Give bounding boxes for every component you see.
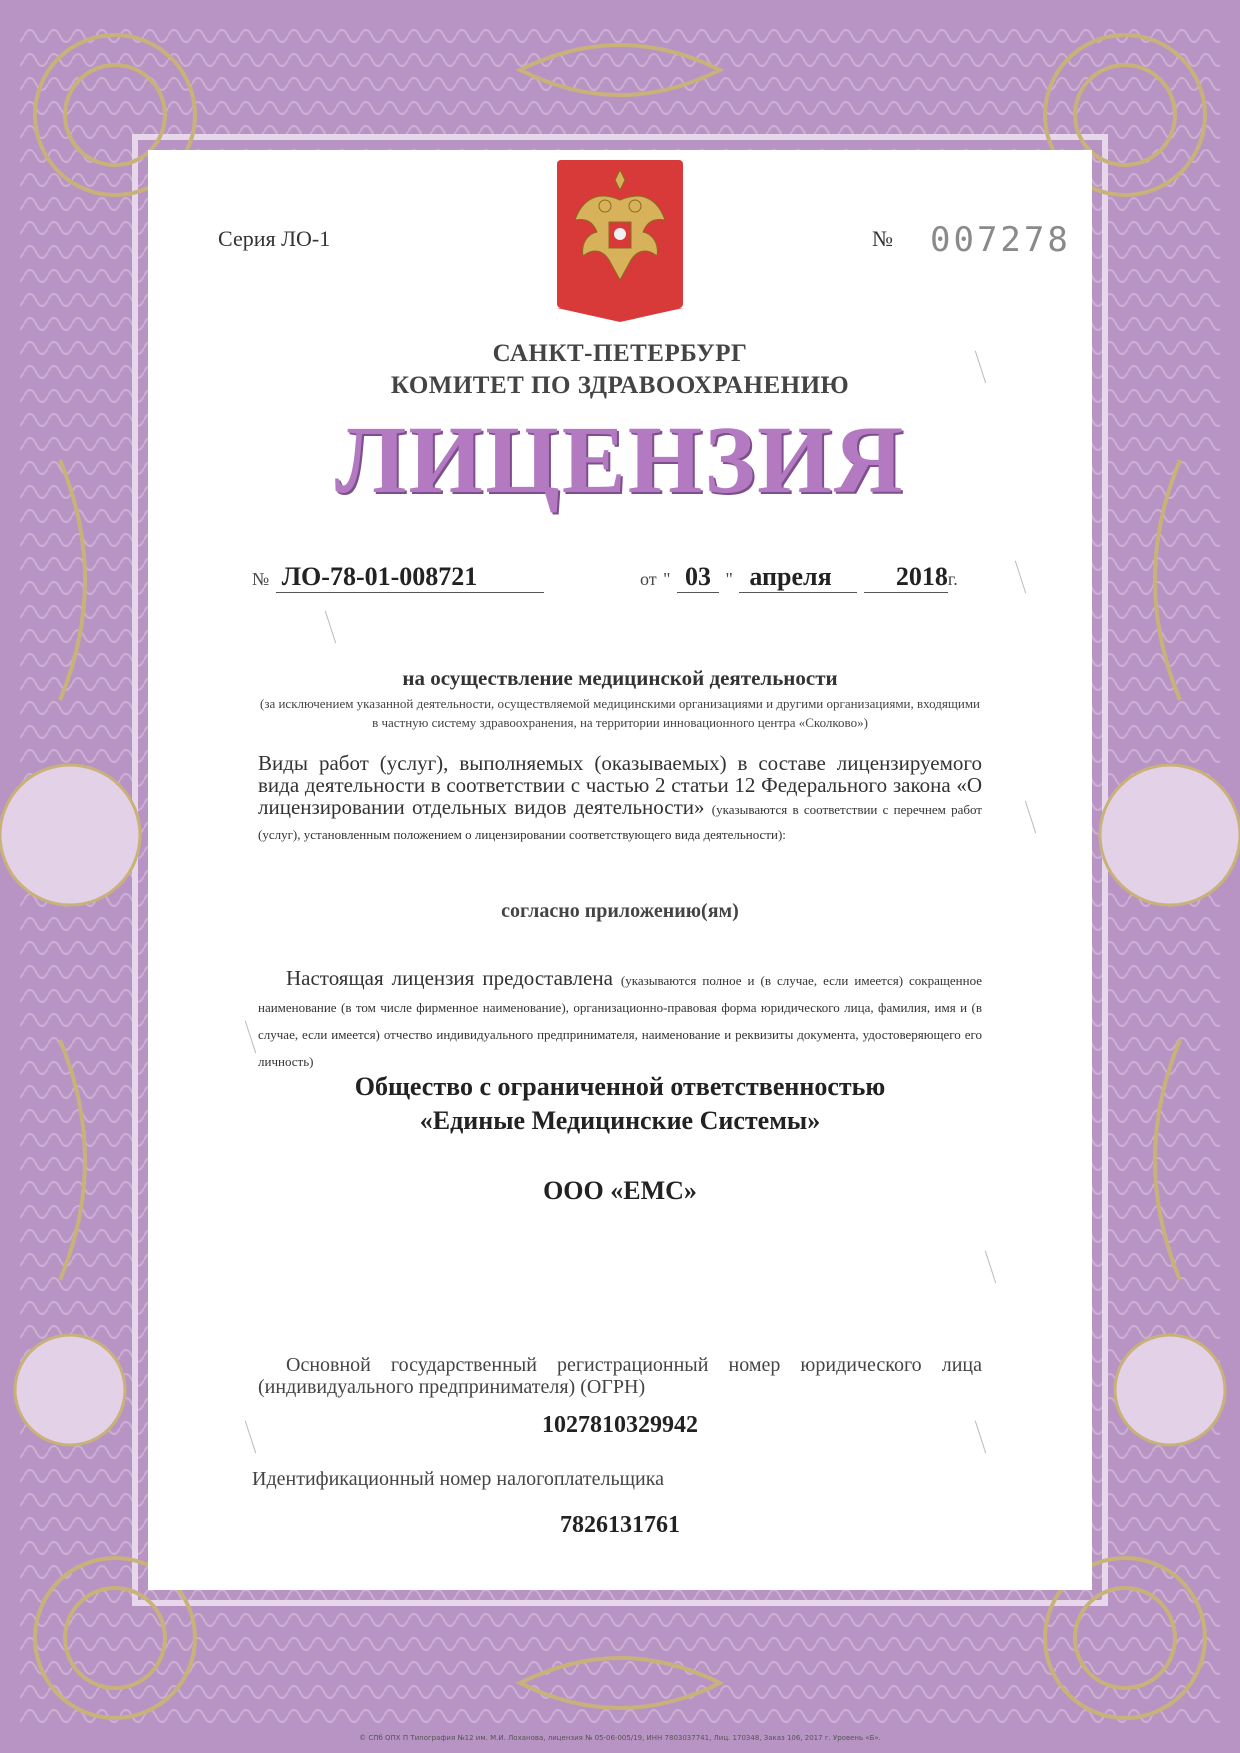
activity-title: на осуществление медицинской деятельности [402,666,838,690]
date-quote-open: " [663,569,671,589]
date-from-label: от [640,569,657,589]
blank-number-label: № [872,226,893,251]
license-number-row [252,562,544,593]
works-text: Виды работ (услуг), выполняемых (оказываемых) в составе лицензируемого вида деятельности в соответствии с частью 2 статьи 12 Федерального закона «О лицензировании отдельных видов деятельности» [258,751,982,819]
document-title: ЛИЦЕНЗИЯ [334,406,906,513]
printer-footer: © СПб ОПХ П Типография №12 им. М.И. Лоханова, лицензия № 05-06-005/19, ИНН 7803037741, Лиц. 170348, Заказ 106, 2017 г. Уровень «Б». [359,1734,881,1742]
activity-note: (за исключением указанной деятельности, осуществляемой медицинскими организациями и другими организациями, входящими в частную систему здравоохранения, на территории инновационного центра «Сколково») [259,696,981,730]
inn-value: 7826131761 [560,1512,680,1538]
works-note: (указываются в соответствии с перечнем работ (услуг), установленным положением о лицензировании соответствующего вида деятельности): [258,802,982,842]
blank-number: 007278 [930,220,1071,260]
authority-city: САНКТ-ПЕТЕРБУРГ [492,340,748,367]
organization-short-name: ООО «ЕМС» [543,1176,697,1205]
license-year: 2018 [864,562,948,593]
series-label: Серия ЛО-1 [218,226,331,251]
works-paragraph [258,752,982,846]
date-quote-close: " [725,569,733,589]
license-number-label: № [252,569,270,589]
organization-name-line1: Общество с ограниченной ответственностью [354,1072,886,1101]
works-value: согласно приложению(ям) [501,900,739,922]
license-date-row [640,562,958,593]
russian-coat-of-arms-icon [557,160,683,322]
license-month: апреля [739,562,857,593]
granted-text: Настоящая лицензия предоставлена [286,966,613,990]
inn-label: Идентификационный номер налогоплательщика [252,1468,665,1490]
license-number: ЛО-78-01-008721 [276,562,544,593]
license-day: 03 [677,562,719,593]
granted-paragraph [258,966,982,1074]
organization-name-line2: «Единые Медицинские Системы» [419,1106,821,1135]
granted-note: (указываются полное и (в случае, если имеется) сокращенное наименование (в том числе фирменное наименование), организационно-правовая форма юридического лица, фамилия, имя и (в случае, если имеется) отчество индивидуального предпринимателя, наименование и реквизиты документа, удостоверяющего его личность) [258,973,983,1069]
year-suffix: г. [947,569,958,589]
ogrn-label: Основной государственный регистрационный номер юридического лица (индивидуального предпринимателя) (ОГРН) [258,1354,982,1398]
authority-committee: КОМИТЕТ ПО ЗДРАВООХРАНЕНИЮ [390,372,850,399]
ogrn-value: 1027810329942 [542,1412,698,1438]
